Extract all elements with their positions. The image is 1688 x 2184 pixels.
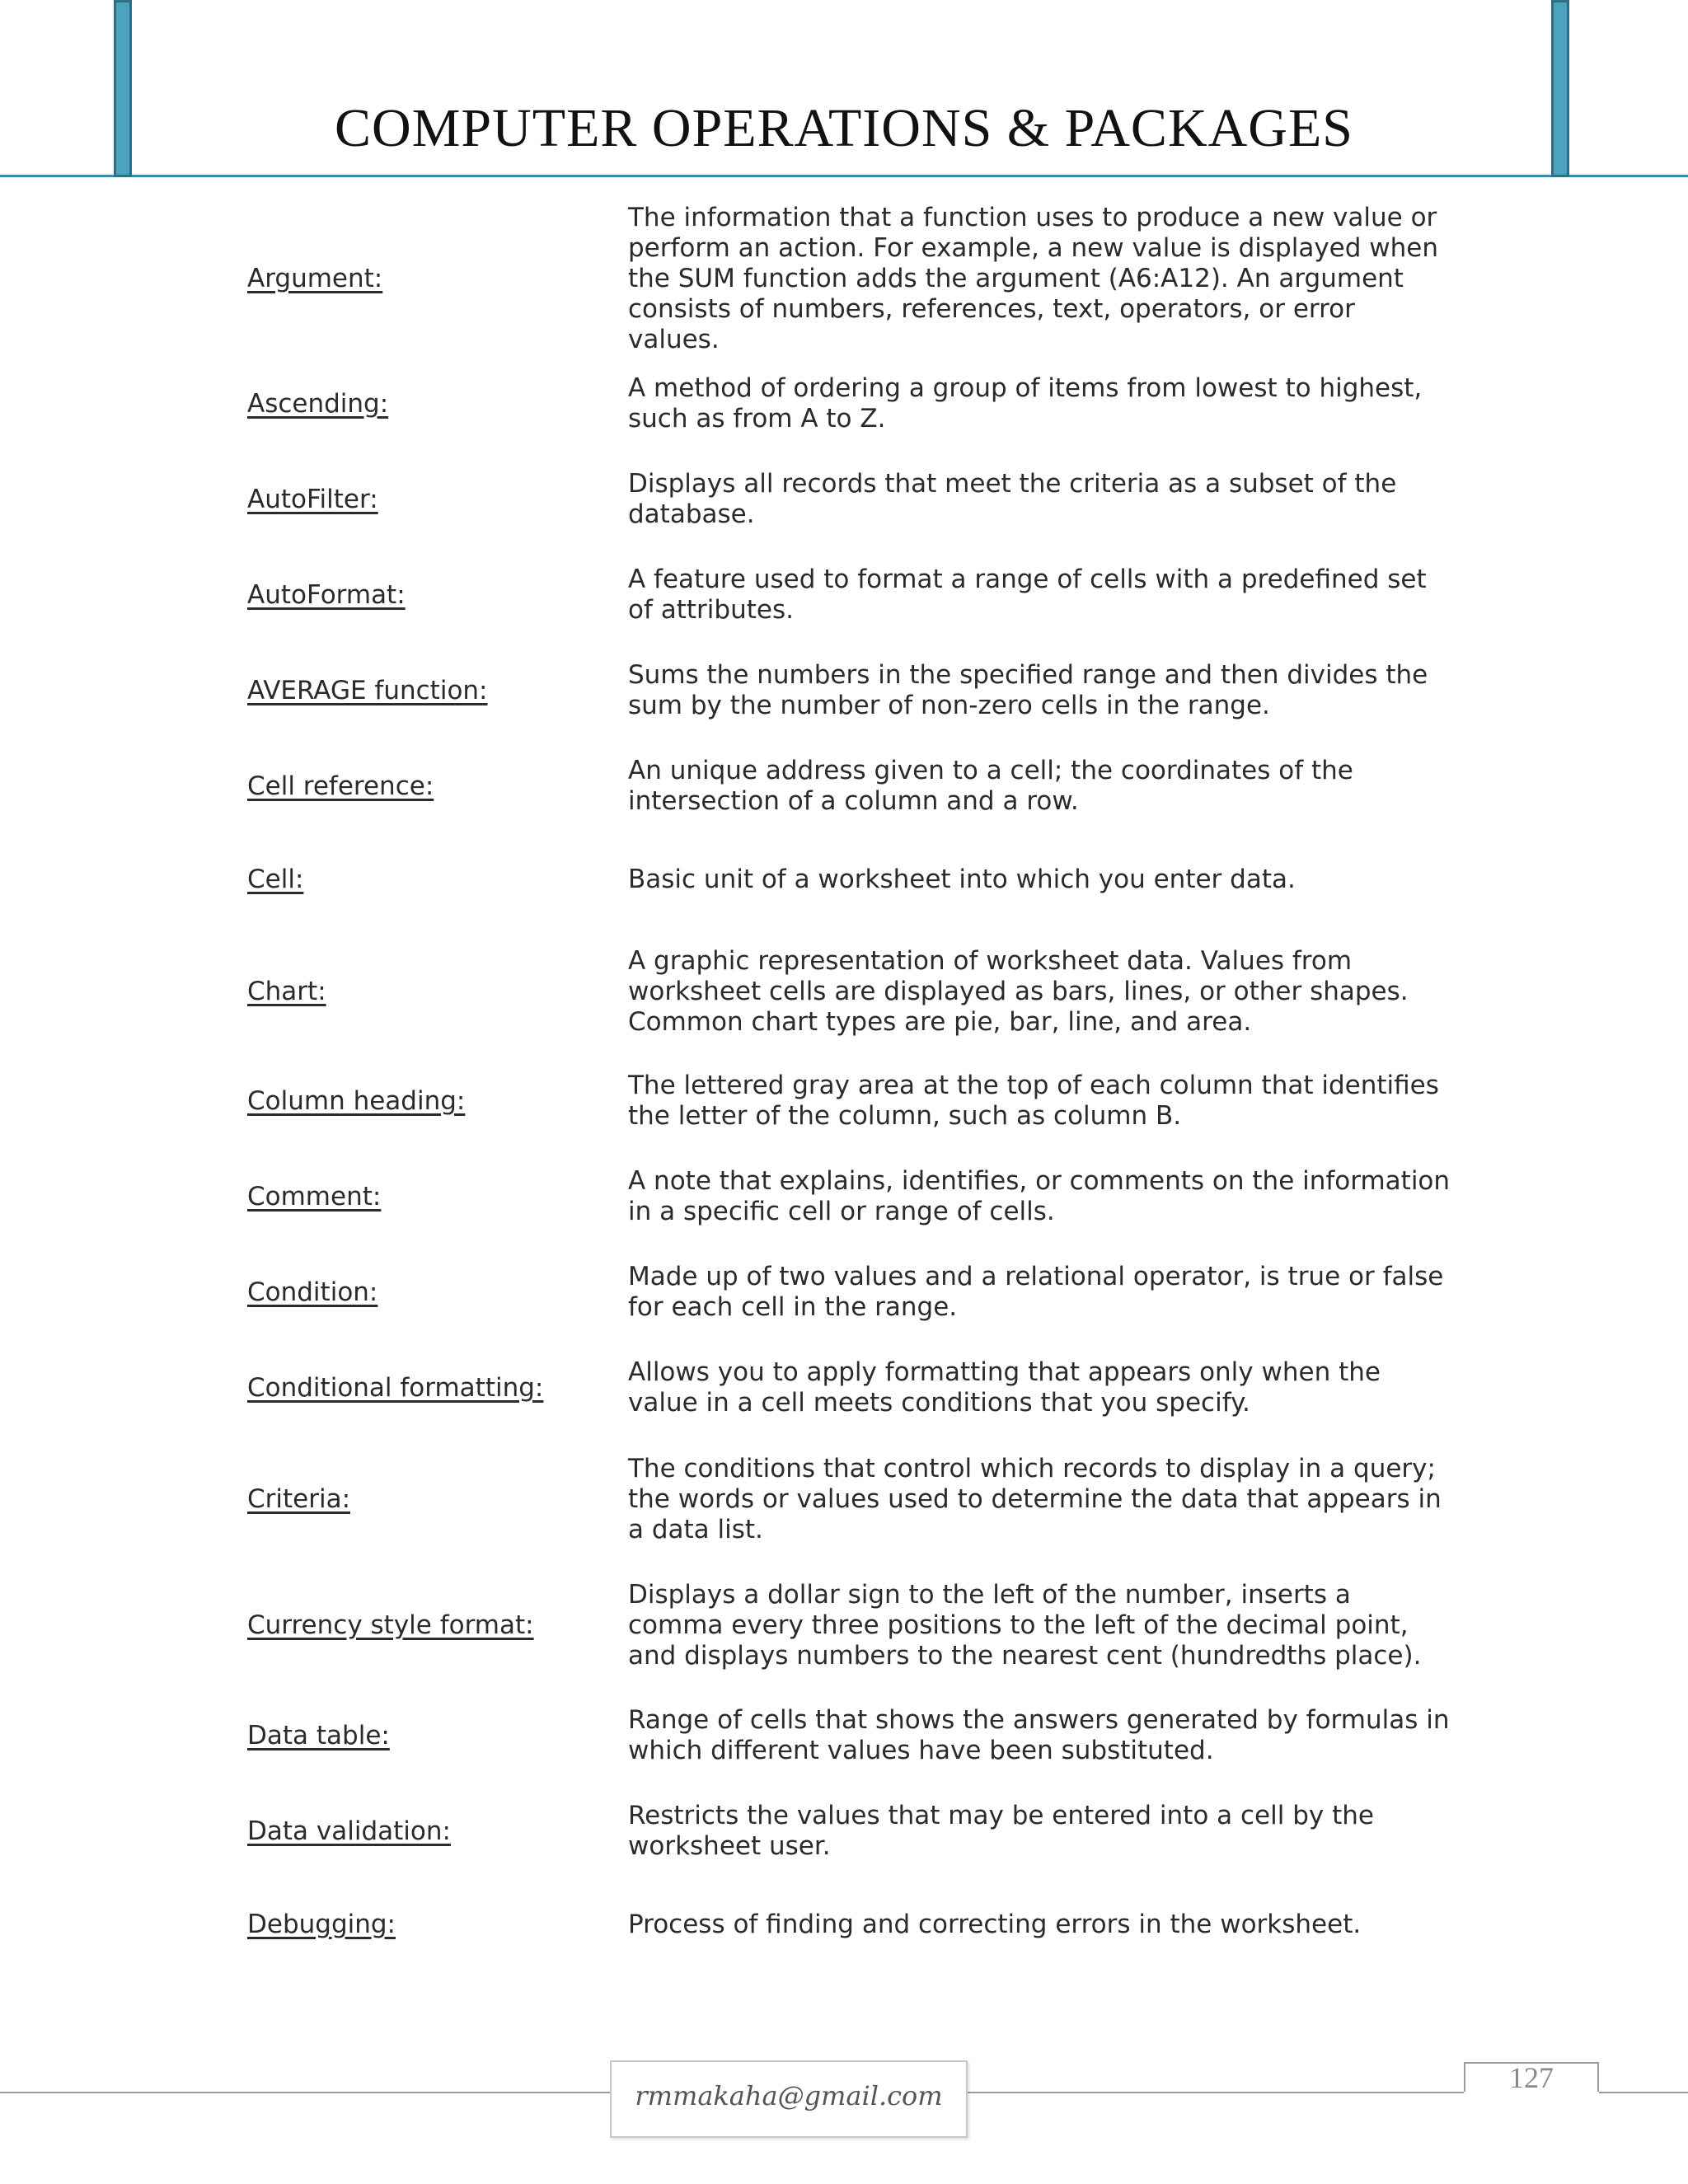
glossary-entry: [247, 373, 1451, 435]
glossary-term: Cell:: [247, 865, 304, 894]
glossary-entry: [247, 1704, 1451, 1767]
glossary-term: Conditional formatting:: [247, 1373, 544, 1403]
glossary-entry: [247, 564, 1451, 626]
glossary-definition: Made up of two values and a relational operator, is true or false for each cell in the range.: [628, 1262, 1444, 1322]
glossary-definition: Basic unit of a worksheet into which you enter data.: [628, 864, 1296, 894]
glossary-definition: The lettered gray area at the top of each column that identifies the letter of the column, such as column B.: [628, 1071, 1439, 1131]
glossary-entry: [247, 202, 1451, 354]
page-title: COMPUTER OPERATIONS & PACKAGES: [335, 98, 1353, 158]
glossary-term: Column heading:: [247, 1086, 466, 1116]
header-rule: [0, 175, 1688, 177]
page-number: 127: [1509, 2061, 1554, 2094]
glossary-term: Cell reference:: [247, 771, 434, 801]
glossary-entry: [247, 1905, 1451, 1943]
glossary-definition: A note that explains, identifies, or comments on the information in a specific cell or range of cells.: [628, 1166, 1451, 1226]
glossary-entry: [247, 468, 1451, 531]
glossary-term: Comment:: [247, 1182, 382, 1212]
glossary-definition: A feature used to format a range of cells with a predefined set of attributes.: [628, 565, 1427, 625]
glossary-term: Data table:: [247, 1721, 390, 1750]
glossary-definition: Range of cells that shows the answers generated by formulas in which different values have been substituted.: [628, 1705, 1450, 1765]
glossary-entry: [247, 1261, 1451, 1324]
glossary-term: AutoFilter:: [247, 485, 378, 514]
glossary-definition: Displays a dollar sign to the left of the number, inserts a comma every three positions to the left of the decimal point, and displays numbers to the nearest cent (hundredths place).: [628, 1579, 1422, 1671]
glossary-definition: A method of ordering a group of items from lowest to highest, such as from A to Z.: [628, 373, 1423, 434]
glossary-entry: [247, 944, 1451, 1038]
glossary-entry: [247, 755, 1451, 818]
glossary-definition: Sums the numbers in the specified range and then divides the sum by the number of non-zero cells in the range.: [628, 660, 1428, 720]
glossary-definition: Displays all records that meet the criteria as a subset of the database.: [628, 469, 1397, 529]
footer-rule-left: [0, 2092, 610, 2093]
glossary-term: Data validation:: [247, 1816, 451, 1846]
glossary-term: Debugging:: [247, 1910, 396, 1939]
glossary-term: Currency style format:: [247, 1610, 534, 1640]
footer-email: rmmakaha@gmail.com: [635, 2080, 943, 2111]
glossary-term: Ascending:: [247, 389, 389, 419]
footer-email-box: [610, 2060, 968, 2138]
glossary-entry: [247, 1578, 1451, 1672]
glossary-entry: [247, 1070, 1451, 1132]
glossary-entry: [247, 1452, 1451, 1546]
glossary-entry: [247, 860, 1451, 898]
glossary-definition: The information that a function uses to produce a new value or perform an action. For example, a new value is displayed when the SUM function adds the argument (A6:A12). An argument consists of numbers, references, text, operators, or error values.: [628, 202, 1439, 354]
glossary-term: AVERAGE function:: [247, 676, 488, 705]
glossary-entry: [247, 1165, 1451, 1228]
glossary-definition: Restricts the values that may be entered into a cell by the worksheet user.: [628, 1801, 1374, 1861]
glossary-definition: A graphic representation of worksheet data. Values from worksheet cells are displayed as bars, lines, or other shapes. Common chart types are pie, bar, line, and area.: [628, 945, 1409, 1037]
glossary-term: Condition:: [247, 1277, 378, 1307]
glossary-entry: [247, 659, 1451, 722]
glossary-term: Argument:: [247, 264, 383, 293]
glossary-term: AutoFormat:: [247, 580, 406, 610]
glossary-definition: The conditions that control which records to display in a query; the words or values used to determine the data that appears in a data list.: [628, 1453, 1442, 1544]
glossary-entry: [247, 1357, 1451, 1419]
glossary-term: Chart:: [247, 977, 326, 1006]
glossary-definition: Allows you to apply formatting that appears only when the value in a cell meets conditions that you specify.: [628, 1357, 1381, 1418]
glossary-entry: [247, 1800, 1451, 1863]
footer-rule-middle: [968, 2092, 1464, 2093]
glossary-term: Criteria:: [247, 1484, 351, 1514]
glossary-definition: An unique address given to a cell; the coordinates of the intersection of a column and a row.: [628, 756, 1353, 816]
footer-rule-right: [1599, 2092, 1688, 2093]
glossary-definition: Process of finding and correcting errors in the worksheet.: [628, 1909, 1362, 1939]
